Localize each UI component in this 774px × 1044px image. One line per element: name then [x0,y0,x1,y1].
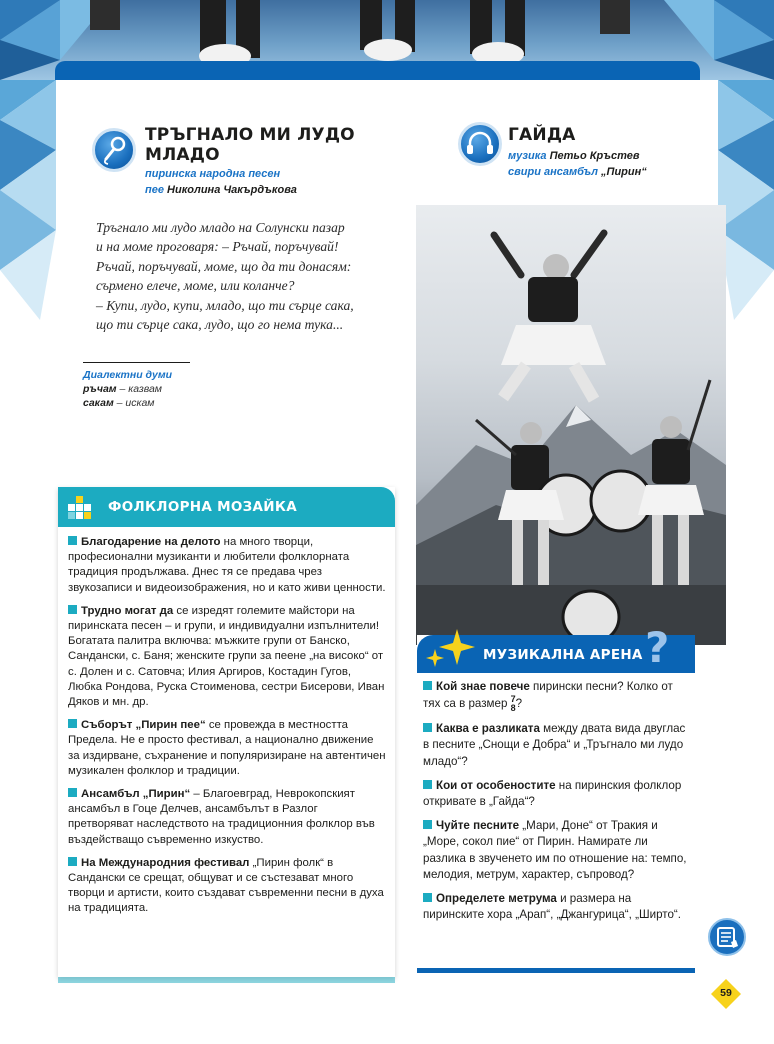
mosaic-footer-bar [58,977,395,983]
song-lyrics [96,218,396,334]
dialect-divider [83,362,190,363]
mosaic-title: ФОЛКЛОРНА МОЗАЙКА [108,499,297,515]
instrumental-credits [508,148,647,180]
bullet-square [68,788,77,797]
composer-name: Петьо Кръстев [549,150,640,162]
instrumental-title: ГАЙДА [508,125,576,145]
dialect-entry: ръчам – казвам [83,383,162,395]
left-triangle-pattern [0,80,56,340]
bullet-square [68,857,77,866]
lyric-line: Ръчай, поръчувай, моме, що да ти донасям: [96,258,352,274]
mosaic-paragraph: Благодарение на делото на много творци, професионални музиканти и любители фолклорната традиция продължава. Днес тя се предава чрез звукозаписи и видеоизображения, но и като живи ценности. [68,536,386,594]
page-number-badge [710,978,742,1010]
bullet-square [423,820,432,829]
music-arena-panel [417,623,695,975]
mosaic-body [68,535,386,925]
singer-label: пее [145,184,164,196]
performer-label: свири ансамбъл [508,166,598,178]
time-signature: 7 8 [510,694,516,714]
arena-header [417,623,695,673]
header-photo-strip [0,0,774,80]
sparkle-stars-icon [421,627,475,671]
dialect-words [83,368,172,410]
right-triangle-pattern [718,80,774,340]
mosaic-icon [68,496,94,520]
music-label: музика [508,150,547,162]
question-mark-icon: ? [645,623,670,672]
arena-question: Кои от особеностите на пиринския фолклор откривате в „Гайда“? [423,778,682,809]
lyric-line: – Купи, лудо, купи, младо, що ти сърце сака, [96,297,354,313]
headphones-icon[interactable] [458,122,502,166]
song-subtitle: пиринска народна песен [145,168,281,180]
dialect-entry: сакам – искам [83,397,155,409]
arena-body [423,679,689,931]
bullet-square [68,605,77,614]
microphone-icon[interactable] [92,128,136,172]
arena-question: Кой знае повече пирински песни? Колко от тях са в размер 7 8 ? [423,680,673,714]
singer-name: Николина Чакърдъкова [167,184,297,196]
bullet-square [423,723,432,732]
song-title: ТРЪГНАЛО МИ ЛУДО МЛАДО [145,125,355,165]
mosaic-paragraph: Ансамбъл „Пирин“ – Благоевград, Неврокопският ансамбъл в Гоце Делчев, ансамбълът в Разлог претворяват наследството на традиционния фолклор във въздействащо съвременно изкуство. [68,788,375,846]
arena-footer-bar [417,968,695,973]
bullet-square [68,536,77,545]
folklore-mosaic-panel [58,487,395,977]
bullet-square [423,893,432,902]
song-credits [145,166,297,198]
performer-name: „Пирин“ [601,166,647,178]
lyric-line: Тръгнало ми лудо младо на Солунски пазар [96,220,345,235]
page-number: 59 [720,987,732,999]
lyric-line: и на моме проговаря: – Ръчай, поръчувай! [96,239,339,255]
lyric-line: що ти сърце сака, лудо, що го нема тука... [96,317,344,333]
dancers-photo [416,205,726,645]
header-bar [55,61,700,80]
bullet-square [423,780,432,789]
bullet-square [68,719,77,728]
bullet-square [423,681,432,690]
arena-question: Каква е разликата между двата вида двуглас в песните „Снощи е Добра“ и „Тръгнало ми лудо младо“? [423,722,686,768]
dialect-heading: Диалектни думи [83,369,173,381]
mosaic-paragraph: Съборът „Пирин пее“ се провежда в местността Предела. Не е просто фестивал, а национално движение за издирване, съхранение и популяризиране на автентичен музикален фолклор и традиции. [68,719,386,777]
arena-question: Определете метрума и размера на пиринските хора „Арап“, „Джангурица“, „Ширто“. [423,892,681,922]
lyric-line: сърмено елече, моме, или коланче? [96,278,295,294]
mosaic-paragraph: Трудно могат да се изредят големите майстори на пиринската песен – и групи, и индивидуални изпълнители! Богатата палитра включва: мъжките групи от Банско, Сандански, с. Баня; женските групи за пеене „на високо“ от с. Долен и с. Сатовча; Илия Аргиров, Костадин Гугов, Любка Рондова, Руска Стоименова, сестри Бисерови, Иван Дяков и мн. др. [68,604,385,709]
mosaic-header [58,487,395,527]
arena-title: МУЗИКАЛНА АРЕНА [483,647,643,663]
arena-question: Чуйте песните „Мари, Доне“ от Тракия и „Море, сокол пие“ от Пирин. Намирате ли разлика в звученето им по отношение на: темпо, мелодия, метрум, характер, съпровод? [423,819,687,881]
workbook-icon[interactable] [708,918,746,956]
mosaic-paragraph: На Международния фестивал „Пирин фолк“ в Сандански се срещат, общуват и се състезават много творци и артисти, които създават съвременни песни в духа на традицията. [68,856,384,915]
